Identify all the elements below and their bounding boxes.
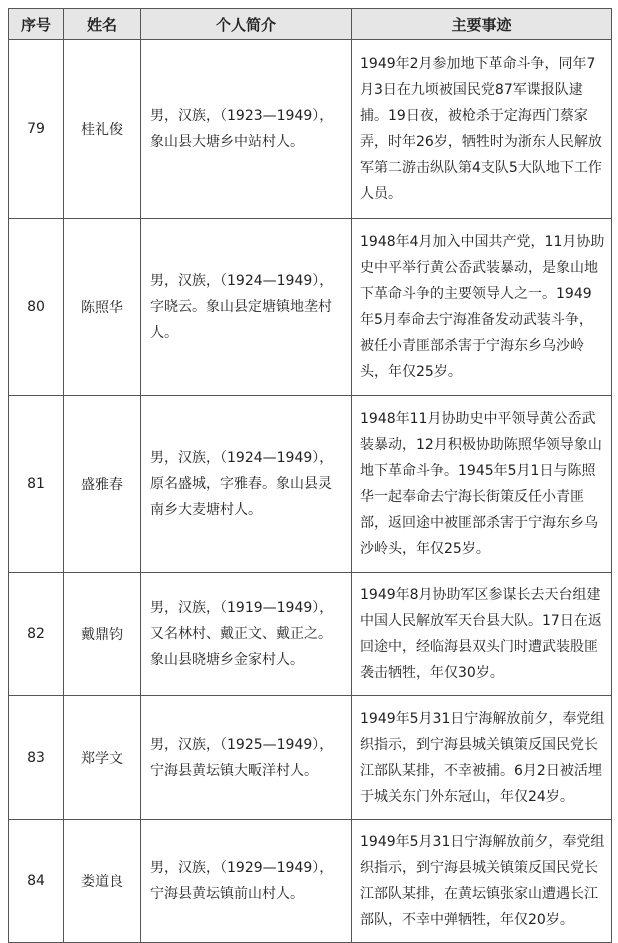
row-bio: 男，汉族，（1925—1949），宁海县黄坛镇大畈洋村人。 <box>141 696 352 820</box>
martyrs-table-container <box>8 8 611 943</box>
row-name: 桂礼俊 <box>64 40 141 219</box>
header-bio: 个人简介 <box>141 9 352 40</box>
martyrs-table <box>8 8 612 943</box>
row-name: 戴鼎钧 <box>64 573 141 696</box>
row-bio: 男，汉族，（1924—1949），原名盛城，字雅春。象山县灵南乡大麦塘村人。 <box>141 396 352 573</box>
row-bio: 男，汉族，（1929—1949），宁海县黄坛镇前山村人。 <box>141 820 352 943</box>
row-num: 82 <box>9 573 64 696</box>
row-bio: 男，汉族，（1924—1949），字晓云。象山县定塘镇地垄村人。 <box>141 219 352 396</box>
row-num: 79 <box>9 40 64 219</box>
row-deeds: 1948年4月加入中国共产党，11月协助史中平举行黄公岙武装暴动，是象山地下革命斗争的主要领导人之一。1949年5月奉命去宁海准备发动武装斗争，被任小青匪部杀害于宁海东乡乌沙岭头，年仅25岁。 <box>352 219 612 396</box>
row-name: 娄道良 <box>64 820 141 943</box>
table-row <box>9 820 612 943</box>
header-deeds: 主要事迹 <box>352 9 612 40</box>
table-row <box>9 40 612 219</box>
table-header-row <box>9 9 612 40</box>
table-row <box>9 396 612 573</box>
row-name: 郑学文 <box>64 696 141 820</box>
row-deeds: 1949年8月协助军区参谋长去天台组建中国人民解放军天台县大队。17日在返回途中，经临海县双头门时遭武装股匪袭击牺牲，年仅30岁。 <box>352 573 612 696</box>
row-num: 80 <box>9 219 64 396</box>
row-name: 陈照华 <box>64 219 141 396</box>
header-num: 序号 <box>9 9 64 40</box>
table-row <box>9 219 612 396</box>
table-row <box>9 696 612 820</box>
row-name: 盛雅春 <box>64 396 141 573</box>
row-bio: 男，汉族，（1919—1949），又名林村、戴正文、戴正之。象山县晓塘乡金家村人。 <box>141 573 352 696</box>
row-num: 84 <box>9 820 64 943</box>
row-bio: 男，汉族，（1923—1949），象山县大塘乡中站村人。 <box>141 40 352 219</box>
table-row <box>9 573 612 696</box>
header-name: 姓名 <box>64 9 141 40</box>
row-deeds: 1949年2月参加地下革命斗争，同年7月3日在九顷被国民党87军谍报队逮捕。19日夜，被枪杀于定海西门蔡家弄，时年26岁，牺牲时为浙东人民解放军第二游击纵队第4支队5大队地下工作人员。 <box>352 40 612 219</box>
row-num: 81 <box>9 396 64 573</box>
row-deeds: 1948年11月协助史中平领导黄公岙武装暴动，12月积极协助陈照华领导象山地下革命斗争。1945年5月1日与陈照华一起奉命去宁海长街策反任小青匪部，返回途中被匪部杀害于宁海东乡乌沙岭头，年仅25岁。 <box>352 396 612 573</box>
row-deeds: 1949年5月31日宁海解放前夕，奉党组织指示，到宁海县城关镇策反国民党长江部队某排，不幸被捕。6月2日被活埋于城关东门外东冠山，年仅24岁。 <box>352 696 612 820</box>
row-deeds: 1949年5月31日宁海解放前夕，奉党组织指示，到宁海县城关镇策反国民党长江部队某排，在黄坛镇张家山遭遇长江部队，不幸中弹牺牲，年仅20岁。 <box>352 820 612 943</box>
row-num: 83 <box>9 696 64 820</box>
